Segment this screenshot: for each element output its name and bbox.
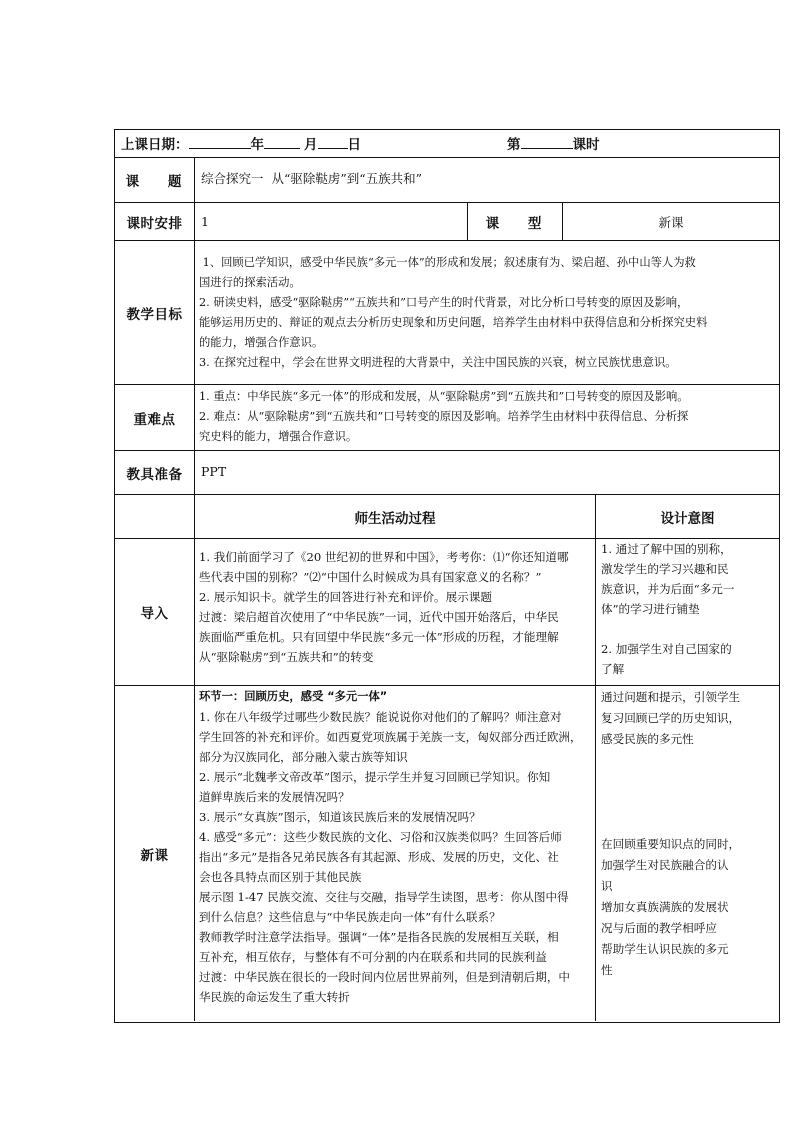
date-row: [115, 130, 779, 158]
new-lesson-process-line: 学生回答的补充和评价。如西夏党项族属于羌族一支，匈奴部分西迁欧洲，: [199, 730, 582, 744]
intro-intent: [601, 539, 777, 679]
intro-process-line: 过渡：梁启超首次使用了“中华民族”一词，近代中国开始落后，中华民: [199, 610, 559, 624]
schedule-label: 课时安排: [126, 215, 183, 232]
new-lesson-process-line: 过渡：中华民族在很长的一段时间内位居世界前列，但是到清朝后期，中: [199, 970, 571, 984]
intro-process-line: 1. 我们前面学习了《20 世纪初的世界和中国》，考考你：⑴“你还知道哪: [199, 550, 569, 564]
new-lesson-intent-line: 加强学生对民族融合的认: [601, 858, 729, 872]
intro-process-line: 族面临严重危机。只有回望中华民族“多元一体”形成的历程，才能理解: [199, 630, 559, 644]
new-lesson-process-line: 展示图 1-47 民族交流、交往与交融，指导学生读图，思考：你从图中得: [199, 890, 569, 904]
tools-value: PPT: [201, 464, 227, 479]
objective-line: 国进行的探索活动。: [199, 276, 301, 289]
month-label: 月: [304, 137, 318, 153]
objective-line: 能够运用历史的、辩证的观点去分析历史现象和历史问题，培养学生由材料中获得信息和分析探究史料: [199, 316, 708, 329]
objective-line: 的能力，增强合作意识。: [199, 336, 324, 349]
day-label: 日: [347, 137, 361, 153]
new-lesson-process-line: 3. 展示“女真族”图示，知道该民族后来的发展情况吗？: [199, 810, 481, 824]
objectives-label: 教学目标: [126, 306, 183, 323]
new-lesson-process-line: 指出“多元”是指各兄弟民族各有其起源、形成、发展的历史，文化、社: [199, 850, 559, 864]
new-lesson-process-line: 教师教学时注意学法指导。强调“一体”是指各民族的发展相互关联，相: [199, 930, 559, 944]
month-blank[interactable]: [264, 134, 300, 149]
type-value: 新课: [658, 214, 684, 230]
topic-label: 课 题: [125, 174, 194, 190]
new-lesson-intent-line: [601, 792, 777, 813]
section-title: 环节一：回顾历史，感受 “多元一体”: [199, 690, 388, 703]
new-lesson-process-line: 1. 你在八年级学过哪些少数民族？能说说你对他们的了解吗？师注意对: [199, 710, 562, 724]
new-lesson-process-line: 4. 感受“多元”：这些少数民族的文化、习俗和汉族类似吗？生回答后师: [199, 830, 562, 844]
new-lesson-intent-line: 复习回顾已学的历史知识，: [601, 711, 741, 725]
new-lesson-process: [199, 687, 593, 1007]
objectives-row: [115, 241, 779, 385]
intro-process: [199, 547, 593, 667]
topic-row: [115, 158, 779, 203]
difficulty-line: 1. 重点：中华民族“多元一体”的形成和发展，从“驱除鞑虏”到“五族共和”口号转变的原因及影响。: [199, 390, 689, 403]
difficulties-row: [115, 385, 779, 451]
intro-intent-line: [601, 619, 777, 639]
new-lesson-process-line: 互补充，相互依存，与整体有不可分割的内在联系和共同的民族利益: [199, 950, 547, 964]
column-header-row: [115, 495, 779, 539]
intro-label: 导入: [140, 606, 169, 622]
difficulty-line: 究史料的能力，增强合作意识。: [199, 430, 358, 443]
lesson-plan-table: [114, 129, 780, 1023]
date-label: 上课日期：: [121, 137, 189, 153]
new-lesson-intent-line: 通过问题和提示，引领学生: [601, 690, 741, 704]
new-lesson-intent-line: [601, 750, 777, 771]
year-label: 年: [250, 137, 264, 153]
new-lesson-label: 新课: [140, 847, 169, 864]
day-blank[interactable]: [318, 134, 348, 149]
period-prefix: 第: [507, 137, 521, 153]
intro-intent-line: 1. 通过了解中国的别称，: [601, 542, 732, 556]
new-lesson-row: [115, 686, 779, 1021]
new-lesson-process-line: 华民族的命运发生了重大转折: [199, 990, 350, 1004]
schedule-row: [115, 203, 779, 241]
intro-row: [115, 539, 779, 686]
period-blank[interactable]: [521, 134, 573, 149]
new-lesson-intent-line: 识: [601, 879, 613, 893]
objective-line: 2. 研读史料，感受“驱除鞑虏”“五族共和”口号产生的时代背景，对比分析口号转变的原因及影响，: [199, 296, 689, 309]
type-label: 课 型: [485, 215, 554, 232]
new-lesson-process-line: 部分为汉族同化，部分融入蒙古族等知识: [199, 750, 408, 764]
year-blank[interactable]: [189, 134, 251, 149]
period-suffix: 课时: [572, 137, 600, 153]
intro-intent-line: 族意识，并为后面“多元一: [601, 582, 735, 596]
intro-intent-line: 体”的学习进行铺垫: [601, 602, 700, 616]
new-lesson-process-line: 道鲜卑族后来的发展情况吗？: [199, 790, 350, 804]
difficulty-line: 2. 难点：从“驱除鞑虏”到“五族共和”口号转变的原因及影响。培养学生由材料中获得信息、分析探: [199, 410, 689, 423]
intro-intent-line: 激发学生的学习兴趣和民: [601, 562, 729, 576]
new-lesson-process-line: 2. 展示“北魏孝文帝改革”图示，提示学生并复习回顾已学知识。你知: [199, 770, 551, 784]
date-line: [121, 134, 777, 154]
difficulties-label: 重难点: [133, 411, 176, 428]
new-lesson-intent-line: 性: [601, 963, 613, 977]
new-lesson-intent-line: [601, 771, 777, 792]
intent-column-header: 设计意图: [660, 510, 715, 527]
new-lesson-intent-line: 况与后面的教学相呼应: [601, 921, 717, 935]
new-lesson-process-line: 会也各具特点而区别于其他民族: [199, 870, 362, 884]
intro-process-line: 些代表中国的别称？”⑵“中国什么时候成为具有国家意义的名称？”: [199, 570, 542, 584]
intro-intent-line: 2. 加强学生对自己国家的: [601, 642, 732, 656]
tools-row: [115, 451, 779, 495]
new-lesson-process-line: 到什么信息？这些信息与“中华民族走向一体”有什么联系？: [199, 910, 501, 924]
tools-label: 教具准备: [126, 466, 183, 483]
new-lesson-intent-line: 在回顾重要知识点的同时，: [601, 837, 741, 851]
new-lesson-intent: [601, 687, 777, 981]
objective-line: 1、回顾已学知识，感受中华民族“多元一体”的形成和发展；叙述康有为、梁启超、孙中山等人为救: [199, 256, 696, 269]
schedule-value: 1: [201, 214, 209, 229]
new-lesson-intent-line: 增加女真族满族的发展状: [601, 900, 729, 914]
process-column-header: 师生活动过程: [354, 510, 436, 527]
intro-process-line: 从“驱除鞑虏”到“五族共和”的转变: [199, 650, 374, 664]
objectives-text: [199, 253, 777, 373]
new-lesson-intent-line: [601, 813, 777, 834]
intro-process-line: 2. 展示知识卡。就学生的回答进行补充和评价。展示课题: [199, 590, 492, 604]
new-lesson-intent-line: 帮助学生认识民族的多元: [601, 942, 729, 956]
new-lesson-intent-line: 感受民族的多元性: [601, 732, 694, 746]
intro-intent-line: 了解: [601, 662, 625, 676]
difficulties-text: [199, 387, 777, 447]
objective-line: 3. 在探究过程中，学会在世界文明进程的大背景中，关注中国民族的兴衰，树立民族忧患意识。: [199, 356, 677, 369]
topic-value: 综合探究一 从“驱除鞑虏”到“五族共和”: [201, 171, 423, 186]
